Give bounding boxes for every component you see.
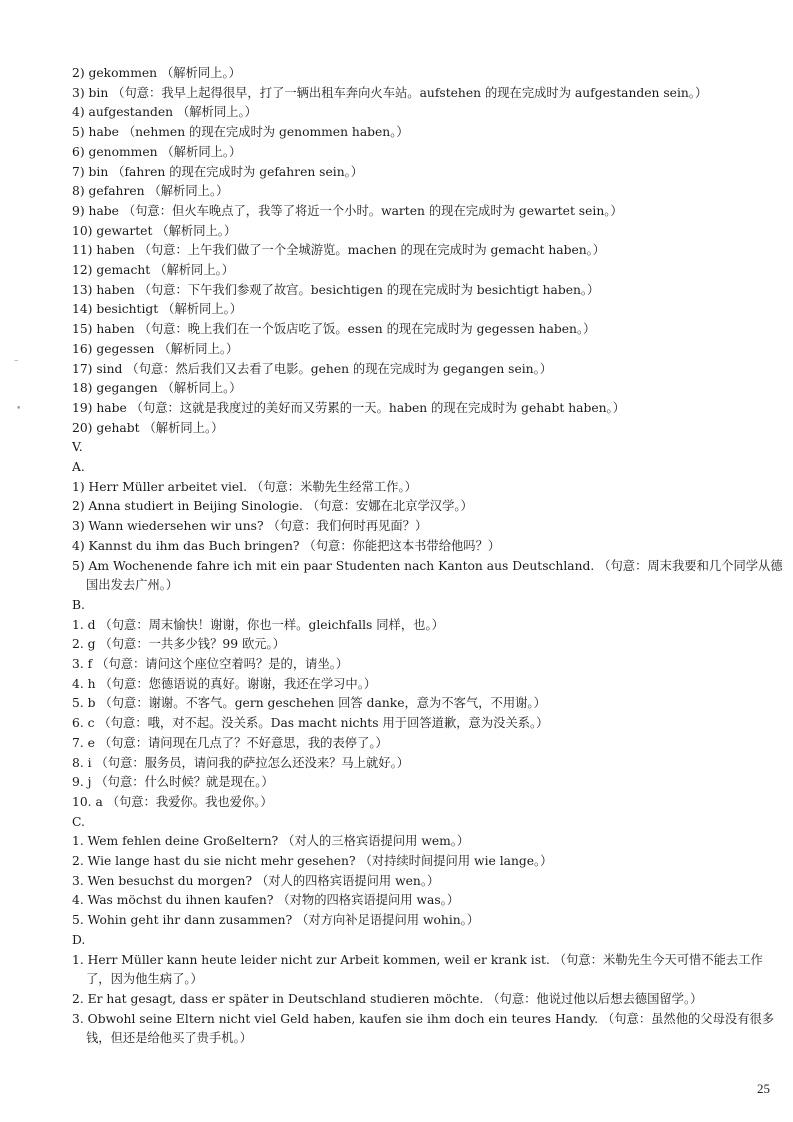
text-line: 17) sind （句意：然后我们又去看了电影。gehen 的现在完成时为 gegangen sein。） xyxy=(72,361,553,376)
text-line: 4) aufgestanden （解析同上。） xyxy=(72,105,257,120)
scan-mark: • xyxy=(16,404,22,414)
text-line: 7. e （句意：请问现在几点了？不好意思，我的表停了。） xyxy=(72,735,388,750)
text-line: 14) besichtigt （解析同上。） xyxy=(72,302,243,317)
text-line: 3) bin （句意：我早上起得很早，打了一辆出租车奔向火车站。aufstehen 的现在完成时为 aufgestanden sein。） xyxy=(72,85,708,100)
text-line: 了，因为他生病了。） xyxy=(86,972,203,987)
text-line: 1) Herr Müller arbeitet viel. （句意：米勒先生经常工作。） xyxy=(72,479,417,494)
text-line: 8) gefahren （解析同上。） xyxy=(72,184,229,199)
text-line: 3) Wann wiedersehen wir uns? （句意：我们何时再见面？） xyxy=(72,519,428,534)
text-line: C. xyxy=(72,814,85,829)
text-line: D. xyxy=(72,932,86,947)
text-line: 19) habe （句意：这就是我度过的美好而又劳累的一天。haben 的现在完成时为 gehabt haben。） xyxy=(72,400,625,415)
text-line: 7) bin （fahren 的现在完成时为 gefahren sein。） xyxy=(72,164,364,179)
text-line: 2. Wie lange hast du sie nicht mehr gesehen? （对持续时间提问用 wie lange。） xyxy=(72,854,553,868)
text-line: 4) Kannst du ihm das Buch bringen? （句意：你能把这本书带给他吗？） xyxy=(72,538,501,553)
page-number: 25 xyxy=(757,1081,770,1096)
text-line: 9. j （句意：什么时候？就是现在。） xyxy=(72,775,274,790)
text-line: 1. Herr Müller kann heute leider nicht zur Arbeit kommen, weil er krank ist. （句意：米勒先生今天可惜不能去工作 xyxy=(72,952,763,967)
text-line: 3. f （句意：请问这个座位空着吗？是的，请坐。） xyxy=(72,657,349,671)
text-line: 2. g （句意：一共多少钱？99 欧元。） xyxy=(72,637,285,652)
text-line: 9) habe （句意：但火车晚点了，我等了将近一个小时。warten 的现在完成时为 gewartet sein。） xyxy=(72,203,623,218)
text-line: V. xyxy=(72,440,83,455)
text-line: 15) haben （句意：晚上我们在一个饭店吃了饭。essen 的现在完成时为 gegessen haben。） xyxy=(72,322,596,337)
scan-mark: – xyxy=(14,356,19,366)
text-line: 20) gehabt （解析同上。） xyxy=(72,420,224,435)
text-line: 国出发去广州。） xyxy=(86,578,179,593)
text-line: 12) gemacht （解析同上。） xyxy=(72,263,235,277)
text-line: 5. Wohin geht ihr dann zusammen? （对方向补足语提问用 wohin。） xyxy=(72,913,480,928)
text-line: 2) gekommen （解析同上。） xyxy=(72,66,241,80)
text-line: 5) Am Wochenende fahre ich mit ein paar Studenten nach Kanton aus Deutschland. （句意：周末我要和几个同学从德 xyxy=(72,558,783,573)
text-line: 钱，但还是给他买了贵手机。） xyxy=(86,1031,253,1046)
text-line: 10) gewartet （解析同上。） xyxy=(72,223,237,238)
text-line: 4. h （句意：您德语说的真好。谢谢，我还在学习中。） xyxy=(72,676,377,691)
text-line: 5. b （句意：谢谢。不客气。gern geschehen 回答 danke，意为不客气，不用谢。） xyxy=(72,696,546,711)
text-line: 18) gegangen （解析同上。） xyxy=(72,381,242,396)
text-line: 16) gegessen （解析同上。） xyxy=(72,341,239,356)
text-line: 2. Er hat gesagt, dass er später in Deutschland studieren möchte. （句意：他说过他以后想去德国留学。） xyxy=(72,991,703,1006)
text-line: 3. Obwohl seine Eltern nicht viel Geld haben, kaufen sie ihm doch ein teures Handy. （句意：虽然他的父母没有很多 xyxy=(72,1011,775,1026)
text-line: 11) haben （句意：上午我们做了一个全城游览。machen 的现在完成时为 gemacht haben。） xyxy=(72,243,606,258)
text-line: 4. Was möchst du ihnen kaufen? （对物的四格宾语提问用 was。） xyxy=(72,893,460,908)
text-line: 10. a （句意：我爱你。我也爱你。） xyxy=(72,794,273,809)
text-line: 5) habe （nehmen 的现在完成时为 genommen haben。） xyxy=(72,125,409,140)
text-line: 8. i （句意：服务员，请问我的萨拉怎么还没来？马上就好。） xyxy=(72,755,410,770)
text-line: 1. d （句意：周末愉快！谢谢，你也一样。gleichfalls 同样，也。） xyxy=(72,617,444,632)
text-line: B. xyxy=(72,597,85,612)
text-line: 6. c （句意：哦，对不起。没关系。Das macht nichts 用于回答道歉，意为没关系。） xyxy=(72,716,549,731)
text-line: 3. Wen besuchst du morgen? （对人的四格宾语提问用 wen。） xyxy=(72,873,440,888)
text-line: A. xyxy=(72,460,85,474)
text-line: 6) genommen （解析同上。） xyxy=(72,144,242,159)
text-line: 13) haben （句意：下午我们参观了故宫。besichtigen 的现在完成时为 besichtigt haben。） xyxy=(72,282,600,297)
text-line: 2) Anna studiert in Beijing Sinologie. （句意：安娜在北京学汉学。） xyxy=(72,499,473,514)
text-line: 1. Wem fehlen deine Großeltern? （对人的三格宾语提问用 wem。） xyxy=(72,834,470,849)
